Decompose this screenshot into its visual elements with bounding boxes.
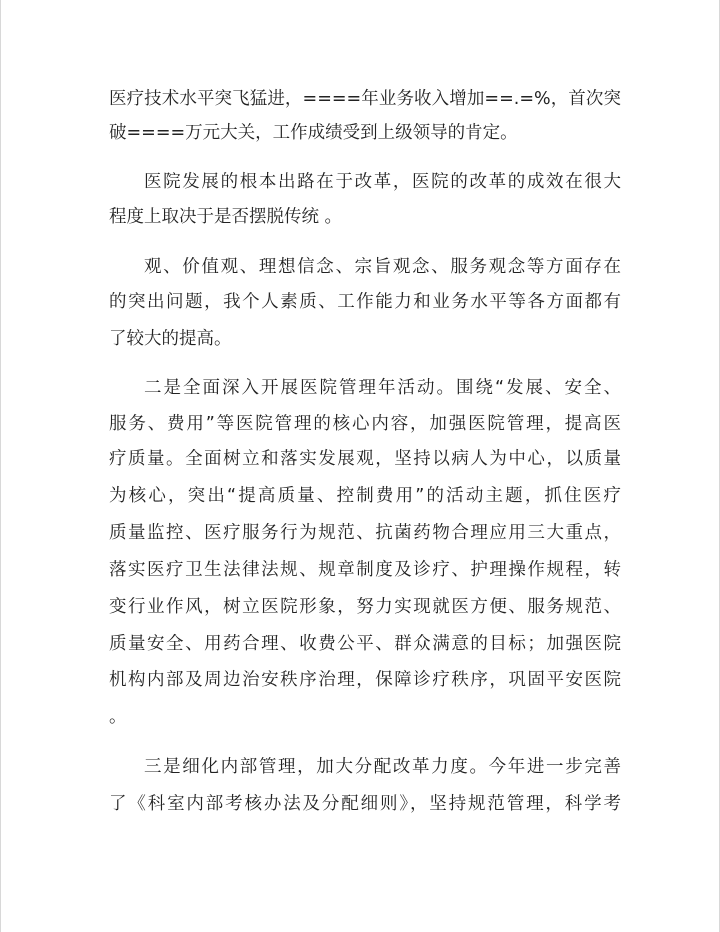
text-line: 质量监控、医疗服务行为规范、抗菌药物合理应用三大重点， [109, 523, 621, 543]
text-line: 破====万元大关，工作成绩受到上级领导的肯定。 [109, 123, 518, 143]
text-line: 了较大的提高。 [109, 329, 232, 349]
text-line: 医院发展的根本出路在于改革，医院的改革的成效在很大 [144, 172, 621, 192]
text-line: 为核心，突出“提高质量、控制费用”的活动主题，抓住医疗 [109, 486, 621, 506]
text-line: 变行业作风，树立医院形象，努力实现就医方便、服务规范、 [109, 597, 621, 617]
text-line: 疗质量。全面树立和落实发展观，坚持以病人为中心，以质量 [109, 449, 621, 469]
text-line: 落实医疗卫生法律法规、规章制度及诊疗、护理操作规程，转 [109, 560, 621, 580]
text-line: 机构内部及周边治安秩序治理，保障诊疗秩序，巩固平安医院 [109, 670, 621, 690]
text-line: 程度上取决于是否摆脱传统 。 [109, 207, 343, 227]
text-line: 的突出问题，我个人素质、工作能力和业务水平等各方面都有 [109, 292, 621, 312]
text-line: 医疗技术水平突飞猛进，====年业务收入增加==.=%，首次突 [109, 89, 621, 109]
text-line: 二是全面深入开展医院管理年活动。围绕“发展、安全、 [144, 378, 621, 398]
text-line: 质量安全、用药合理、收费公平、群众满意的目标；加强医院 [109, 634, 621, 654]
text-line: 观、价值观、理想信念、宗旨观念、服务观念等方面存在 [144, 257, 621, 277]
text-line: 服务、费用”等医院管理的核心内容，加强医院管理，提高医 [109, 414, 621, 434]
text-line: 了《科室内部考核办法及分配细则》，坚持规范管理，科学考 [109, 794, 621, 814]
text-line: 。 [109, 707, 127, 727]
text-line: 三是细化内部管理，加大分配改革力度。今年进一步完善 [144, 757, 621, 777]
